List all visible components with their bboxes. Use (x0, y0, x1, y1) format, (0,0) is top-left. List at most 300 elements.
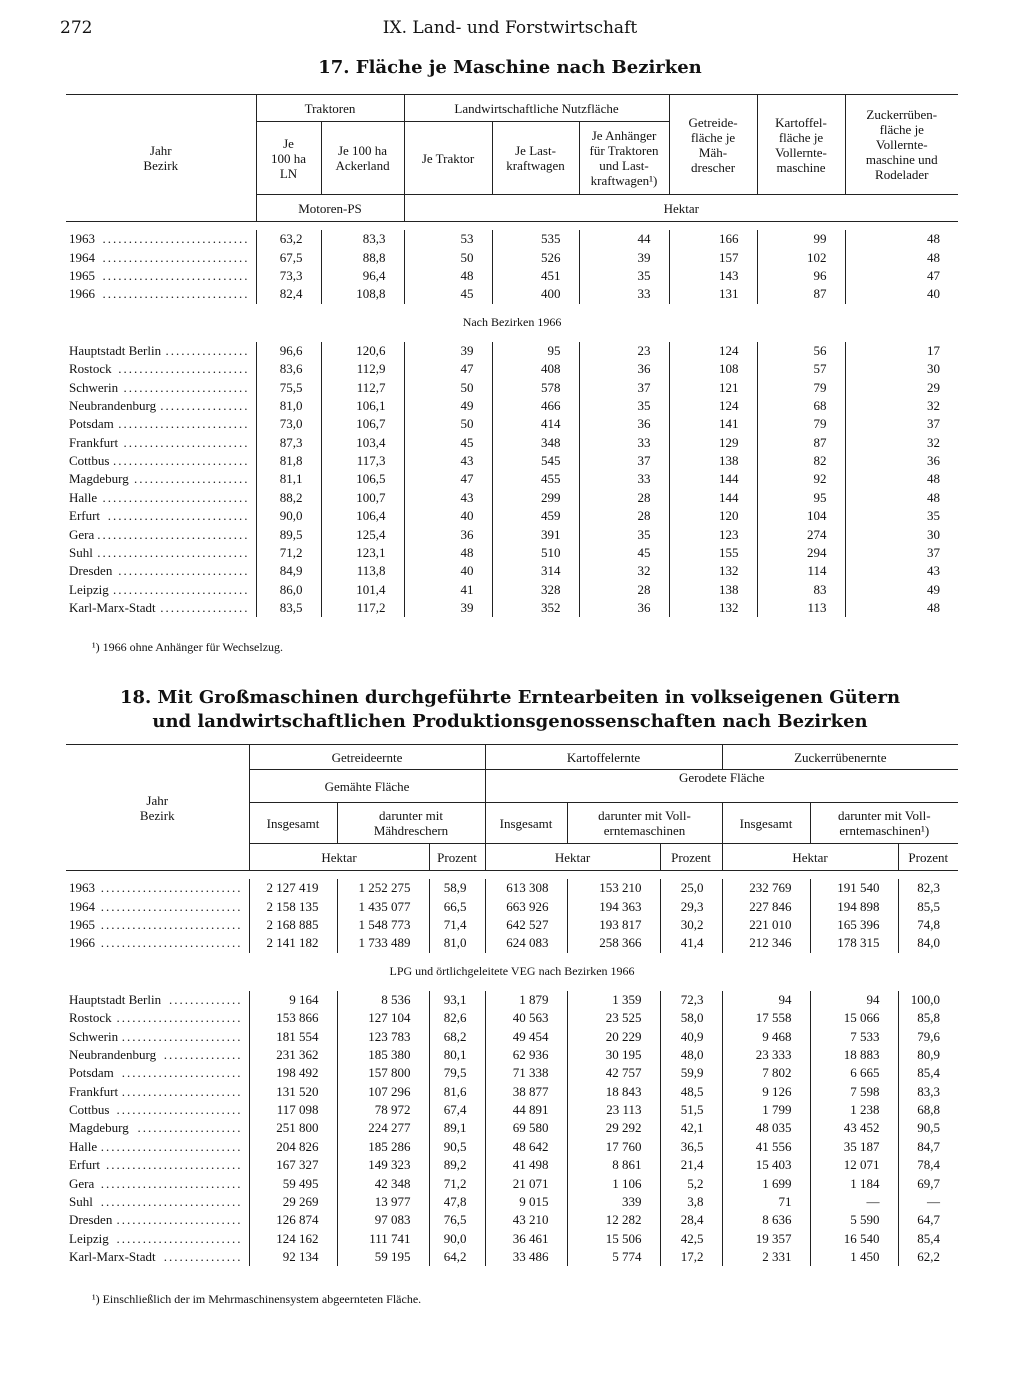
dot-leader: ................. (160, 397, 250, 413)
h: Je 100 ha (337, 143, 388, 158)
h: darunter mit Voll- (598, 808, 691, 823)
h: erntemaschinen (603, 823, 686, 838)
table-cell: 85,4 (898, 1064, 958, 1082)
table-cell: 81,0 (429, 934, 485, 952)
table-cell: 32 (845, 434, 958, 452)
section-label: LPG und örtlichgeleitete VEG nach Bezirken 1966 (389, 964, 635, 979)
h: Ackerland (335, 158, 390, 173)
row-label-text: Dresden (69, 1212, 113, 1228)
table-cell: 526 (492, 248, 579, 266)
table-cell: 28,4 (660, 1211, 722, 1229)
table-cell: 57 (757, 360, 845, 378)
section-row (66, 953, 958, 991)
table-cell: 2 141 182 (249, 934, 337, 952)
dot-leader: ...................... (134, 471, 250, 487)
table-cell: 84,9 (256, 562, 321, 580)
table18-title-line1: 18. Mit Großmaschinen durchgeführte Erntearbeiten in volkseigenen Gütern (119, 687, 901, 708)
table-cell: 43 452 (810, 1119, 898, 1137)
table-cell: 45 (404, 285, 492, 303)
row-label-text: Leipzig (69, 581, 109, 597)
row-label-text: Cottbus (69, 1102, 110, 1118)
dot-leader: .......................... (106, 1157, 243, 1173)
table-cell: 87 (757, 285, 845, 303)
table-row (66, 378, 958, 396)
table-cell: 193 817 (567, 916, 660, 934)
col-insgesamt: Insgesamt (722, 803, 810, 844)
table-row (66, 1027, 958, 1045)
table-row (66, 1064, 958, 1082)
table-cell: 30 (845, 525, 958, 543)
dot-leader: ........................ (116, 1102, 243, 1118)
table-cell: 18 883 (810, 1046, 898, 1064)
table-cell: 35 (579, 267, 669, 285)
row-label (66, 360, 256, 378)
table-cell: 32 (579, 562, 669, 580)
row-label (66, 1027, 249, 1045)
table-cell: 123,1 (321, 544, 404, 562)
table-cell: 1 699 (722, 1174, 810, 1192)
row-label-text: Magdeburg (69, 471, 129, 487)
table-cell: 42 757 (567, 1064, 660, 1082)
table-row (66, 470, 958, 488)
table-cell: 89,5 (256, 525, 321, 543)
table-cell: 194 898 (810, 897, 898, 915)
table-cell: 100,0 (898, 991, 958, 1009)
col-jelkw (492, 122, 579, 195)
table-row (66, 1230, 958, 1248)
table-cell: 62,2 (898, 1248, 958, 1266)
table-cell: 191 540 (810, 879, 898, 897)
table-row (66, 1211, 958, 1229)
page-number: 272 (60, 18, 93, 38)
sub-gerodete: Gerodete Fläche (485, 770, 958, 803)
dot-leader: .............. (169, 991, 243, 1007)
table-cell: 104 (757, 507, 845, 525)
table-cell: 93,1 (429, 991, 485, 1009)
table-cell: 63,2 (256, 230, 321, 248)
table-cell: 78,4 (898, 1156, 958, 1174)
row-label (66, 1138, 249, 1156)
table-cell: 80,9 (898, 1046, 958, 1064)
row-label (66, 525, 256, 543)
h: maschine und (865, 152, 938, 167)
group-traktoren: Traktoren (256, 95, 404, 122)
row-label-text: Frankfurt (69, 434, 119, 450)
table-cell: 106,4 (321, 507, 404, 525)
table-cell: 212 346 (722, 934, 810, 952)
unit-ha: Hektar (404, 195, 958, 222)
row-label (66, 1119, 249, 1137)
table-cell: 97 083 (337, 1211, 429, 1229)
row-label-text: Leipzig (69, 1230, 109, 1246)
dot-leader: ........................... (107, 508, 250, 524)
row-label-text: Dresden (69, 563, 113, 579)
table-cell: 49 454 (485, 1027, 567, 1045)
table-cell: 17 760 (567, 1138, 660, 1156)
table-cell: 400 (492, 285, 579, 303)
table-cell: 294 (757, 544, 845, 562)
table-cell: 157 (669, 248, 757, 266)
table-row (66, 525, 958, 543)
table-cell: 40 (404, 562, 492, 580)
table-cell: 1 548 773 (337, 916, 429, 934)
table-cell: 124 (669, 397, 757, 415)
table-row (66, 248, 958, 266)
col-kartoffel (757, 95, 845, 195)
group-zucker: Zuckerrübenernte (722, 745, 958, 770)
table-cell: 23 525 (567, 1009, 660, 1027)
table-cell: 1 799 (722, 1101, 810, 1119)
table-cell: 113,8 (321, 562, 404, 580)
table-cell: 5 774 (567, 1248, 660, 1266)
table-cell: 67,4 (429, 1101, 485, 1119)
table-cell: 83,3 (898, 1083, 958, 1101)
row-label-text: 1963 (69, 880, 95, 896)
table-cell: 578 (492, 378, 579, 396)
table-row (66, 1248, 958, 1266)
table-cell: 2 158 135 (249, 897, 337, 915)
table-cell: 181 554 (249, 1027, 337, 1045)
table-cell: 120 (669, 507, 757, 525)
row-label-text: Hauptstadt Berlin (69, 342, 162, 358)
table-row (66, 916, 958, 934)
table-cell: 624 083 (485, 934, 567, 952)
table-cell: 79,6 (898, 1027, 958, 1045)
table-cell: 9 468 (722, 1027, 810, 1045)
dot-leader: .......................... (113, 453, 250, 469)
table-cell: 1 106 (567, 1174, 660, 1192)
row-label (66, 415, 256, 433)
table-row (66, 489, 958, 507)
table-cell: 82,4 (256, 285, 321, 303)
table-row (66, 397, 958, 415)
table-cell: 2 168 885 (249, 916, 337, 934)
h: Je Last- (515, 143, 556, 158)
row-label (66, 248, 256, 266)
spacer-row (66, 222, 958, 231)
table-cell: 166 (669, 230, 757, 248)
table-cell: 42 348 (337, 1174, 429, 1192)
table-row (66, 934, 958, 952)
table-cell: 40,9 (660, 1027, 722, 1045)
table-cell: 258 366 (567, 934, 660, 952)
table-cell: 71,4 (429, 916, 485, 934)
unit-ha: Hektar (722, 844, 898, 871)
table-cell: 37 (845, 415, 958, 433)
dot-leader: ....................... (121, 1028, 243, 1044)
table-cell: 83,6 (256, 360, 321, 378)
row-label (66, 879, 249, 897)
table-cell: 19 357 (722, 1230, 810, 1248)
h: Vollernte- (875, 137, 928, 152)
table-cell: 50 (404, 415, 492, 433)
table-cell: 67,5 (256, 248, 321, 266)
table-cell: 90,0 (256, 507, 321, 525)
row-label (66, 934, 249, 952)
row-label (66, 470, 256, 488)
table-cell: 144 (669, 470, 757, 488)
h: Mäh- (698, 144, 728, 160)
table-cell: 48 035 (722, 1119, 810, 1137)
dot-leader: ............... (163, 1249, 243, 1265)
table-cell: 29 292 (567, 1119, 660, 1137)
table-cell: 17 (845, 342, 958, 360)
table-cell: 82 (757, 452, 845, 470)
row-label-text: Gera (69, 526, 95, 542)
table-row (66, 360, 958, 378)
table-cell: 62 936 (485, 1046, 567, 1064)
table-cell: 64,2 (429, 1248, 485, 1266)
table-cell: 129 (669, 434, 757, 452)
table-cell: 39 (404, 599, 492, 617)
table-row (66, 342, 958, 360)
row-label (66, 581, 256, 599)
table-cell: 85,5 (898, 897, 958, 915)
table-cell: 391 (492, 525, 579, 543)
table-cell: 59,9 (660, 1064, 722, 1082)
table-cell: 71,2 (429, 1174, 485, 1192)
table-cell: 13 977 (337, 1193, 429, 1211)
stub-header-jahr: Jahr (149, 143, 172, 158)
table-row (66, 285, 958, 303)
table-cell: 7 802 (722, 1064, 810, 1082)
table-cell: 21 071 (485, 1174, 567, 1192)
table-cell: 96 (757, 267, 845, 285)
table-cell: 2 127 419 (249, 879, 337, 897)
table-cell: 90,0 (429, 1230, 485, 1248)
table-cell: 8 536 (337, 991, 429, 1009)
table-cell: 114 (757, 562, 845, 580)
table-cell: 44 891 (485, 1101, 567, 1119)
table-row (66, 544, 958, 562)
table-cell: 1 184 (810, 1174, 898, 1192)
table-cell: 51,5 (660, 1101, 722, 1119)
table-cell: 90,5 (898, 1119, 958, 1137)
table-cell: 87,3 (256, 434, 321, 452)
table-cell: 41 556 (722, 1138, 810, 1156)
h: Mähdreschern (373, 823, 449, 838)
table-cell: 88,2 (256, 489, 321, 507)
table-cell: 143 (669, 267, 757, 285)
dot-leader: ........................ (116, 1230, 243, 1246)
dot-leader: ......................... (118, 563, 250, 579)
table-cell: 25,0 (660, 879, 722, 897)
table-cell: 48,5 (660, 1083, 722, 1101)
dot-leader: ............................. (97, 526, 250, 542)
table-cell: 90,5 (429, 1138, 485, 1156)
h: drescher (691, 159, 736, 175)
unit-ps: Motoren-PS (256, 195, 404, 222)
table-cell: 33 486 (485, 1248, 567, 1266)
table-cell: 132 (669, 562, 757, 580)
table-cell: — (898, 1193, 958, 1211)
table-row (66, 267, 958, 285)
table-cell: 36 (579, 415, 669, 433)
table-cell: 35 (845, 507, 958, 525)
table-cell: 81,8 (256, 452, 321, 470)
sub-gemaehte: Gemähte Fläche (249, 770, 485, 803)
table-row (66, 1083, 958, 1101)
table-cell: 12 282 (567, 1211, 660, 1229)
table-cell: 89,1 (429, 1119, 485, 1137)
table-cell: 28 (579, 581, 669, 599)
dot-leader: ........................ (123, 379, 250, 395)
table-cell: 92 (757, 470, 845, 488)
dot-leader: ........................... (100, 916, 243, 932)
table-cell: 451 (492, 267, 579, 285)
table-cell: 48 (845, 230, 958, 248)
table-cell: 198 492 (249, 1064, 337, 1082)
table-row (66, 1193, 958, 1211)
row-label-text: Suhl (69, 1194, 93, 1210)
table-cell: 76,5 (429, 1211, 485, 1229)
table-cell: 2 331 (722, 1248, 810, 1266)
row-label (66, 230, 256, 248)
table-cell: 81,1 (256, 470, 321, 488)
row-label (66, 1211, 249, 1229)
table-cell: 1 435 077 (337, 897, 429, 915)
table-cell: 12 071 (810, 1156, 898, 1174)
table-cell: 204 826 (249, 1138, 337, 1156)
table-cell: 59 495 (249, 1174, 337, 1192)
table-cell: 113 (757, 599, 845, 617)
table-cell: 23 113 (567, 1101, 660, 1119)
table-cell: 81,0 (256, 397, 321, 415)
table-cell: 138 (669, 452, 757, 470)
unit-ha: Hektar (249, 844, 429, 871)
table-row (66, 1046, 958, 1064)
col-vollernte (567, 803, 722, 844)
dot-leader: ............................ (102, 286, 250, 302)
row-label (66, 897, 249, 915)
table-cell: 28 (579, 507, 669, 525)
page-header (60, 18, 960, 40)
table-cell: 85,4 (898, 1230, 958, 1248)
table-cell: 48,0 (660, 1046, 722, 1064)
table-cell: 94 (810, 991, 898, 1009)
row-label (66, 991, 249, 1009)
group-getreide: Getreideernte (249, 745, 485, 770)
col-insgesamt: Insgesamt (249, 803, 337, 844)
table-row (66, 581, 958, 599)
row-label-text: Schwerin (69, 1028, 119, 1044)
table-cell: 79 (757, 378, 845, 396)
table-cell: 117,2 (321, 599, 404, 617)
table-cell: 15 506 (567, 1230, 660, 1248)
table-cell: 108 (669, 360, 757, 378)
row-label (66, 1009, 249, 1027)
table-cell: 64,7 (898, 1211, 958, 1229)
dot-leader: ........................... (100, 1138, 243, 1154)
table-cell: 510 (492, 544, 579, 562)
table-cell: 56 (757, 342, 845, 360)
row-label-text: 1965 (69, 267, 95, 283)
table-cell: 112,9 (321, 360, 404, 378)
table18-body (66, 871, 958, 1267)
table-cell: 103,4 (321, 434, 404, 452)
h: erntemaschinen¹) (839, 823, 930, 838)
table-cell: 43 (404, 489, 492, 507)
table-cell: 58,9 (429, 879, 485, 897)
table-cell: 466 (492, 397, 579, 415)
table-cell: 82,6 (429, 1009, 485, 1027)
unit-pct: Prozent (898, 844, 958, 871)
table-cell: 149 323 (337, 1156, 429, 1174)
row-label (66, 378, 256, 396)
table-cell: 69,7 (898, 1174, 958, 1192)
row-label-text: Frankfurt (69, 1083, 119, 1099)
table-cell: 194 363 (567, 897, 660, 915)
h: fläche je (690, 129, 736, 145)
table-row (66, 1009, 958, 1027)
row-label (66, 1101, 249, 1119)
dot-leader: ................ (165, 342, 250, 358)
table-cell: 72,3 (660, 991, 722, 1009)
table-cell: 84,7 (898, 1138, 958, 1156)
row-label-text: 1964 (69, 898, 95, 914)
table-cell: 642 527 (485, 916, 567, 934)
dot-leader: ........................... (100, 880, 243, 896)
table-cell: 38 877 (485, 1083, 567, 1101)
table-cell: 73,0 (256, 415, 321, 433)
table-cell: 71,2 (256, 544, 321, 562)
table-cell: 9 126 (722, 1083, 810, 1101)
table-cell: 59 195 (337, 1248, 429, 1266)
table-cell: 157 800 (337, 1064, 429, 1082)
row-label-text: 1965 (69, 916, 95, 932)
stub-header (66, 745, 249, 871)
row-label-text: 1963 (69, 231, 95, 247)
table-cell: 40 563 (485, 1009, 567, 1027)
table-cell: 155 (669, 544, 757, 562)
table-cell: 48 (404, 544, 492, 562)
table-cell: 232 769 (722, 879, 810, 897)
table-cell: 117 098 (249, 1101, 337, 1119)
table-cell: — (810, 1193, 898, 1211)
table-row (66, 1156, 958, 1174)
table-row (66, 452, 958, 470)
h: Je (283, 135, 294, 151)
unit-ha: Hektar (485, 844, 660, 871)
table-cell: 1 733 489 (337, 934, 429, 952)
row-label (66, 452, 256, 470)
table-cell: 5,2 (660, 1174, 722, 1192)
table-cell: 35 (579, 525, 669, 543)
table-cell: 82,3 (898, 879, 958, 897)
table-cell: 71 (722, 1193, 810, 1211)
table-cell: 42,5 (660, 1230, 722, 1248)
table-cell: 545 (492, 452, 579, 470)
row-label-text: Suhl (69, 545, 93, 561)
h: LN (279, 165, 298, 181)
table-cell: 29 269 (249, 1193, 337, 1211)
table-cell: 49 (404, 397, 492, 415)
table-cell: 131 520 (249, 1083, 337, 1101)
table-cell: 33 (579, 470, 669, 488)
table-cell: 30,2 (660, 916, 722, 934)
row-label-text: Karl-Marx-Stadt (69, 1249, 156, 1265)
table-cell: 36 (579, 599, 669, 617)
table-cell: 663 926 (485, 897, 567, 915)
group-kartoffel: Kartoffelernte (485, 745, 722, 770)
table-cell: 36 (845, 452, 958, 470)
col-jeanh (579, 122, 669, 195)
h: fläche je (879, 122, 924, 137)
table-cell: 41 498 (485, 1156, 567, 1174)
unit-pct: Prozent (660, 844, 722, 871)
table-cell: 79,5 (429, 1064, 485, 1082)
dot-leader: ........................... (100, 935, 243, 951)
